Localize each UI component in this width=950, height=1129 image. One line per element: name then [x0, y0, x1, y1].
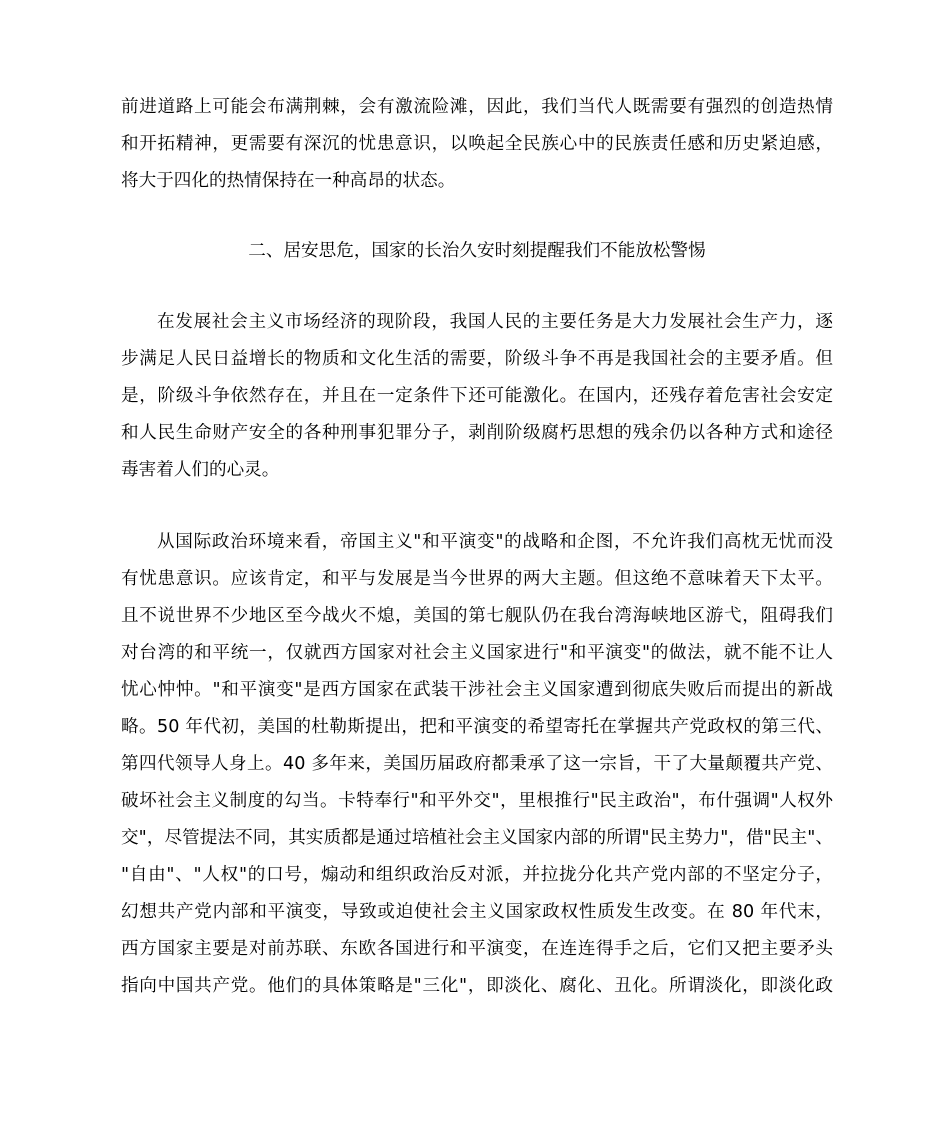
text-line: 破坏社会主义制度的勾当。卡特奉行"和平外交"，里根推行"民主政治"，布什强调"人权外: [121, 791, 833, 811]
text-line: 将大于四化的热情保持在一种高昂的状态。: [121, 171, 456, 191]
text-line: 交"，尽管提法不同，其实质都是通过培植社会主义国家内部的所谓"民主势力"，借"民主"、: [121, 828, 833, 848]
text-line: 有忧患意识。应该肯定，和平与发展是当今世界的两大主题。但这绝不意味着天下太平。: [121, 569, 833, 589]
text-line: 对台湾的和平统一，仅就西方国家对社会主义国家进行"和平演变"的做法，就不能不让人: [121, 643, 833, 663]
text-line: 和开拓精神，更需要有深沉的忧患意识，以唤起全民族心中的民族责任感和历史紧迫感，: [121, 134, 833, 154]
text-line: 在发展社会主义市场经济的现阶段，我国人民的主要任务是大力发展社会生产力，逐: [157, 312, 833, 332]
text-line: 第四代领导人身上。40 多年来，美国历届政府都秉承了这一宗旨，干了大量颠覆共产党、: [121, 754, 833, 774]
text-line: 是，阶级斗争依然存在，并且在一定条件下还可能激化。在国内，还残存着危害社会安定: [121, 386, 833, 406]
text-line: 毒害着人们的心灵。: [121, 460, 280, 480]
text-line: 前进道路上可能会布满荆棘，会有激流险滩，因此，我们当代人既需要有强烈的创造热情: [121, 97, 833, 117]
section-heading: 二、居安思危，国家的长治久安时刻提醒我们不能放松警惕: [248, 241, 706, 261]
text-line: 和人民生命财产安全的各种刑事犯罪分子，剥削阶级腐朽思想的残余仍以各种方式和途径: [121, 423, 833, 443]
text-line: 指向中国共产党。他们的具体策略是"三化"，即淡化、腐化、丑化。所谓淡化，即淡化政: [121, 976, 833, 996]
text-line: 从国际政治环境来看，帝国主义"和平演变"的战略和企图，不允许我们高枕无忧而没: [157, 532, 833, 552]
text-line: 步满足人民日益增长的物质和文化生活的需要，阶级斗争不再是我国社会的主要矛盾。但: [121, 349, 833, 369]
text-line: 且不说世界不少地区至今战火不熄，美国的第七舰队仍在我台湾海峡地区游弋，阻碍我们: [121, 606, 833, 626]
text-line: "自由"、"人权"的口号，煽动和组织政治反对派，并拉拢分化共产党内部的不坚定分子，: [121, 865, 833, 885]
text-line: 略。50 年代初，美国的杜勒斯提出，把和平演变的希望寄托在掌握共产党政权的第三代、: [121, 717, 833, 737]
text-line: 西方国家主要是对前苏联、东欧各国进行和平演变，在连连得手之后，它们又把主要矛头: [121, 939, 833, 959]
text-line: 幻想共产党内部和平演变，导致或迫使社会主义国家政权性质发生改变。在 80 年代末，: [121, 902, 833, 922]
text-line: 忧心忡忡。"和平演变"是西方国家在武装干涉社会主义国家遭到彻底失败后而提出的新战: [121, 680, 833, 700]
